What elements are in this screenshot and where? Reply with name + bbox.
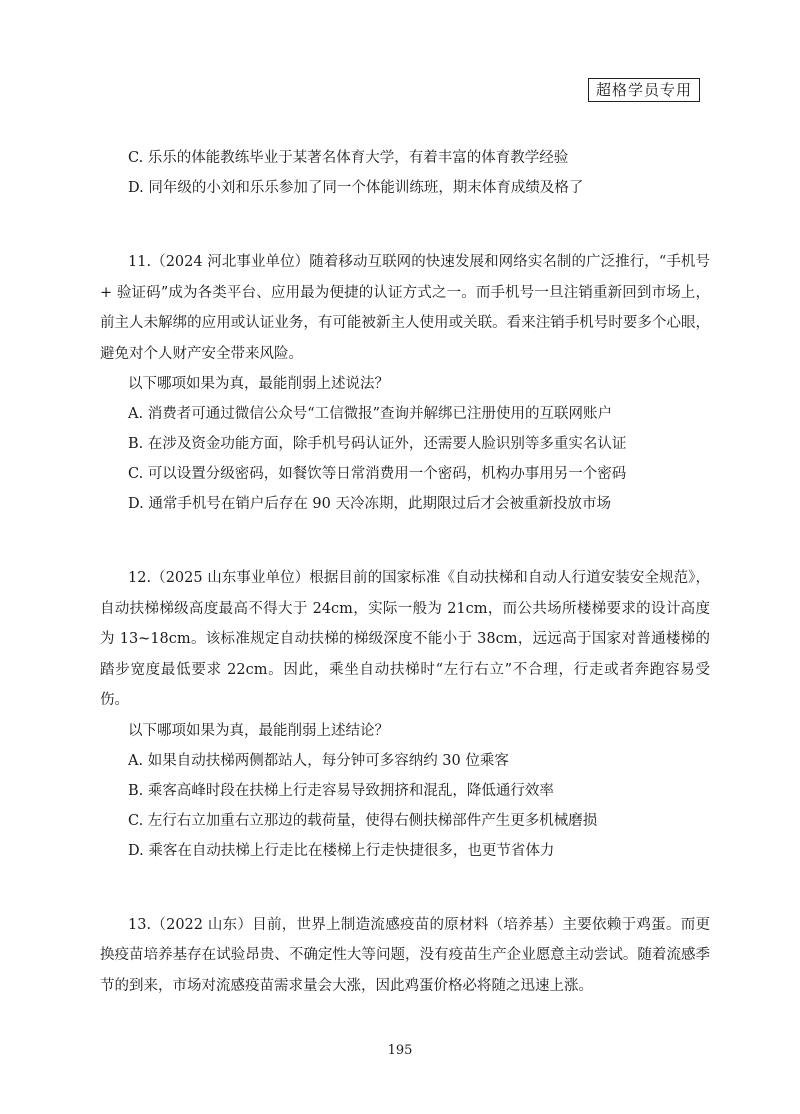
prev-option-d: D. 同年级的小刘和乐乐参加了同一个体能训练班，期末体育成绩及格了 — [128, 180, 584, 196]
question-stem: 11.（2024 河北事业单位）随着移动互联网的快速发展和网络实名制的广泛推行，“手机号 + 验证码”成为各类平台、应用最为便捷的认证方式之一。而手机号一旦注销重新回到市场上，前主人未解绑的应用或认证业务，有可能被新主人使用或关联。看来注销手机号时要多个心眼，避免对个人财产安全带来风险。 — [100, 254, 710, 362]
page-number: 195 — [387, 1043, 413, 1058]
prev-option-c: C. 乐乐的体能教练毕业于某著名体育大学，有着丰富的体育教学经验 — [128, 150, 569, 166]
header-badge: 超格学员专用 — [588, 78, 700, 102]
option-a: A. 如果自动扶梯两侧都站人，每分钟可多容纳约 30 位乘客 — [128, 752, 509, 769]
question-prompt: 以下哪项如果为真，最能削弱上述说法？ — [128, 376, 389, 392]
question-prompt: 以下哪项如果为真，最能削弱上述结论？ — [128, 722, 389, 739]
question-stem: 13.（2022 山东）目前，世界上制造流感疫苗的原材料（培养基）主要依赖于鸡蛋。而更换疫苗培养基存在试验昂贵、不确定性大等问题，没有疫苗生产企业愿意主动尝试。随着流感季节的到来，市场对流感疫苗需求量会大涨，因此鸡蛋价格必将随之迅速上涨。 — [100, 916, 710, 994]
option-a: A. 消费者可通过微信公众号“工信微报”查询并解绑已注册使用的互联网账户 — [128, 406, 613, 422]
question-stem: 12.（2025 山东事业单位）根据目前的国家标准《自动扶梯和自动人行道安装安全规范》，自动扶梯梯级高度最高不得大于 24cm，实际一般为 21cm，而公共场所楼梯要求的设计高度为 13~18cm。该标准规定自动扶梯的梯级深度不能小于 38cm，远远高于国家对普通楼梯的踏步宽度最低要求 22cm。因此，乘坐自动扶梯时“左行右立”不合理，行走或者奔跑容易受伤。 — [100, 570, 710, 708]
option-c: C. 左行右立加重右立那边的载荷量，使得右侧扶梯部件产生更多机械磨损 — [128, 812, 598, 829]
option-d: D. 乘客在自动扶梯上行走比在楼梯上行走快捷很多，也更节省体力 — [128, 842, 555, 859]
option-b: B. 乘客高峰时段在扶梯上行走容易导致拥挤和混乱，降低通行效率 — [128, 782, 554, 799]
page-content — [100, 143, 710, 1001]
question-12 — [100, 563, 710, 866]
question-11 — [100, 247, 710, 519]
option-d: D. 通常手机号在销户后存在 90 天冷冻期，此期限过后才会被重新投放市场 — [128, 496, 611, 512]
question-13 — [100, 910, 710, 1002]
option-c: C. 可以设置分级密码，如餐饮等日常消费用一个密码，机构办事用另一个密码 — [128, 466, 627, 482]
option-b: B. 在涉及资金功能方面，除手机号码认证外，还需要人脸识别等多重实名认证 — [128, 436, 627, 452]
